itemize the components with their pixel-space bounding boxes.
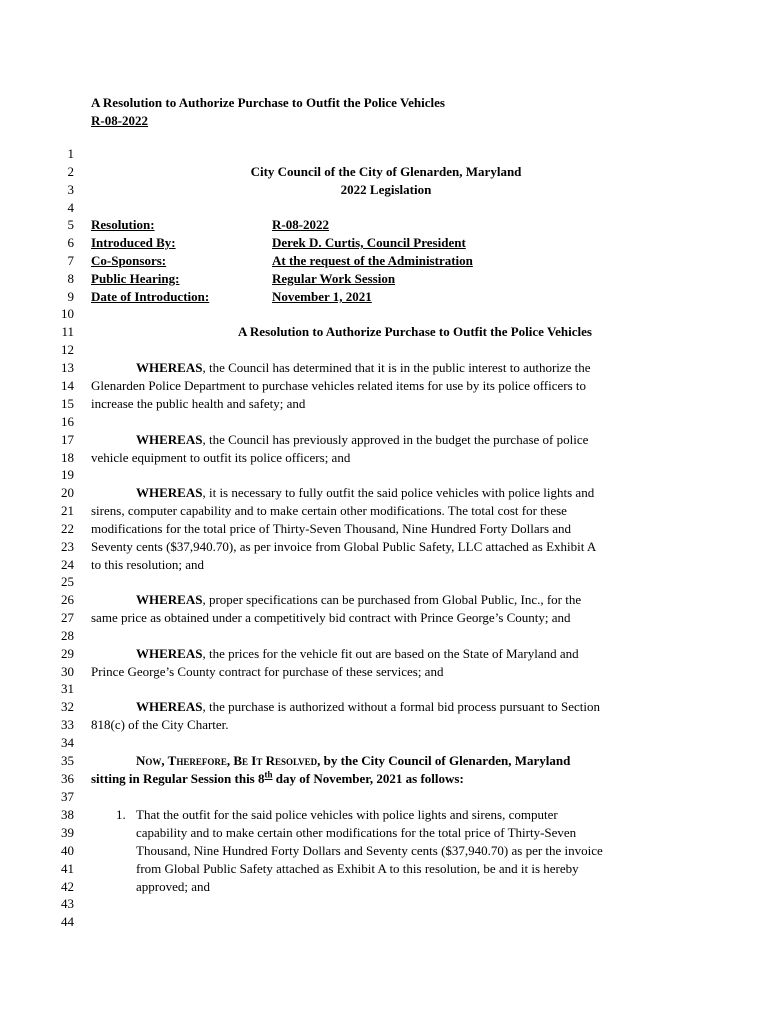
whereas-6-line-2: 818(c) of the City Charter.: [91, 717, 229, 732]
line-number: 7: [67, 253, 74, 268]
line-number: 19: [61, 467, 74, 482]
item-1-line-1: That the outfit for the said police vehicles with police lights and sirens, computer: [136, 807, 558, 822]
whereas-5-line-2: Prince George’s County contract for purchase of these services; and: [91, 664, 444, 679]
resolution-label: Resolution:: [91, 217, 155, 232]
line-number: 8: [67, 271, 74, 286]
whereas-3-line-4: Seventy cents ($37,940.70), as per invoice from Global Public Safety, LLC attached as Exhibit A: [91, 539, 597, 554]
hearing-label: Public Hearing:: [91, 271, 180, 286]
whereas-6-line-1: WHEREAS, the purchase is authorized without a formal bid process pursuant to Section: [136, 699, 600, 714]
line-number: 4: [67, 200, 74, 215]
line-number: 43: [61, 896, 74, 911]
resolution-value: R-08-2022: [272, 217, 330, 232]
whereas-1-line-1: WHEREAS, the Council has determined that it is in the public interest to authorize the: [136, 360, 591, 375]
line-number: 11: [61, 324, 74, 339]
line-number: 12: [61, 342, 74, 357]
line-number: 13: [61, 360, 74, 375]
line-number: 10: [61, 306, 74, 321]
item-1-line-3: Thousand, Nine Hundred Forty Dollars and Seventy cents ($37,940.70) as per the invoice: [136, 843, 603, 858]
line-number: 44: [61, 914, 74, 929]
line-number: 24: [61, 557, 74, 572]
legislation-year: 2022 Legislation: [340, 182, 432, 197]
whereas-4-line-1: WHEREAS, proper specifications can be purchased from Global Public, Inc., for the: [136, 592, 582, 607]
line-number: 30: [61, 664, 74, 679]
item-1-line-4: from Global Public Safety attached as Exhibit A to this resolution, be and it is hereby: [136, 861, 579, 876]
whereas-3-line-3: modifications for the total price of Thirty-Seven Thousand, Nine Hundred Forty Dollars and: [91, 521, 572, 536]
item-1-line-5: approved; and: [136, 879, 211, 894]
resolved-line-2: sitting in Regular Session this 8th day of November, 2021 as follows:: [91, 769, 464, 786]
line-number: 27: [61, 610, 74, 625]
line-number: 29: [61, 646, 74, 661]
date-label: Date of Introduction:: [91, 289, 210, 304]
line-number: 26: [61, 592, 74, 607]
line-number: 41: [61, 861, 74, 876]
introduced-label: Introduced By:: [91, 235, 176, 250]
cosponsors-value: At the request of the Administration: [272, 253, 473, 268]
whereas-3-line-5: to this resolution; and: [91, 557, 205, 572]
whereas-5-line-1: WHEREAS, the prices for the vehicle fit out are based on the State of Maryland and: [136, 646, 579, 661]
line-number: 20: [61, 485, 74, 500]
whereas-3-line-2: sirens, computer capability and to make certain other modifications. The total cost for these: [91, 503, 567, 518]
line-number: 1: [67, 146, 74, 161]
line-number: 17: [61, 432, 74, 447]
line-number: 23: [61, 539, 74, 554]
line-number: 42: [61, 879, 74, 894]
whereas-2-line-2: vehicle equipment to outfit its police officers; and: [91, 450, 351, 465]
line-number: 2: [67, 164, 74, 179]
line-number: 33: [61, 717, 74, 732]
whereas-4-line-2: same price as obtained under a competitively bid contract with Prince George’s County; and: [91, 610, 571, 625]
line-number: 16: [61, 414, 74, 429]
whereas-2-line-1: WHEREAS, the Council has previously approved in the budget the purchase of police: [136, 432, 589, 447]
whereas-3-line-1: WHEREAS, it is necessary to fully outfit the said police vehicles with police lights and: [136, 485, 595, 500]
line-number: 21: [61, 503, 74, 518]
line-number: 35: [61, 753, 74, 768]
date-value: November 1, 2021: [272, 289, 372, 304]
line-number: 40: [61, 843, 74, 858]
line-number: 31: [61, 681, 74, 696]
cosponsors-label: Co-Sponsors:: [91, 253, 167, 268]
line-number: 38: [61, 807, 74, 822]
introduced-value: Derek D. Curtis, Council President: [272, 235, 466, 250]
line-number: 18: [61, 450, 74, 465]
item-1-number: 1.: [116, 807, 126, 822]
line-number: 6: [67, 235, 74, 250]
line-number: 34: [61, 735, 74, 750]
line-number: 5: [67, 217, 74, 232]
hearing-value: Regular Work Session: [272, 271, 396, 286]
line-number: 36: [61, 771, 74, 786]
line-number: 25: [61, 574, 74, 589]
line-number: 15: [61, 396, 74, 411]
line-number: 9: [67, 289, 74, 304]
header-number: R-08-2022: [91, 113, 149, 128]
line-number: 37: [61, 789, 74, 804]
item-1-line-2: capability and to make certain other modifications for the total price of Thirty-Seven: [136, 825, 577, 840]
whereas-1-line-2: Glenarden Police Department to purchase vehicles related items for use by its police officers to: [91, 378, 587, 393]
line-number: 39: [61, 825, 74, 840]
body-title: A Resolution to Authorize Purchase to Outfit the Police Vehicles: [238, 324, 592, 339]
line-number: 14: [61, 378, 74, 393]
line-number: 3: [67, 182, 74, 197]
whereas-1-line-3: increase the public health and safety; and: [91, 396, 306, 411]
resolved-line-1: Now, Therefore, Be It Resolved, by the City Council of Glenarden, Maryland: [136, 753, 571, 768]
line-number: 22: [61, 521, 74, 536]
line-number: 28: [61, 628, 74, 643]
council-name: City Council of the City of Glenarden, Maryland: [250, 164, 522, 179]
line-number: 32: [61, 699, 74, 714]
header-title: A Resolution to Authorize Purchase to Outfit the Police Vehicles: [91, 95, 445, 110]
